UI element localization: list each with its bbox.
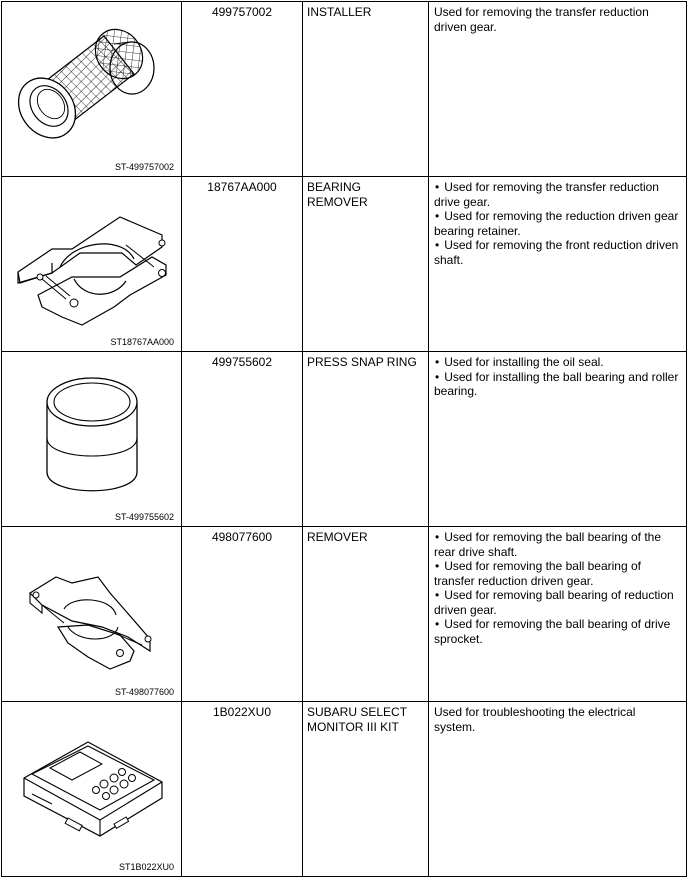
part-number: 18767AA000 <box>182 177 303 352</box>
table-row <box>2 527 687 702</box>
tool-description <box>429 527 687 702</box>
tool-description <box>429 352 687 527</box>
tool-description <box>429 2 687 177</box>
part-number: 498077600 <box>182 527 303 702</box>
tool-name: REMOVER <box>303 527 429 702</box>
tool-image-cell <box>2 177 182 352</box>
special-tools-table <box>1 1 687 877</box>
tool-name: PRESS SNAP RING <box>303 352 429 527</box>
description-bullet: • Used for removing the front reduction driven shaft. <box>434 238 680 267</box>
tool-name: BEARING REMOVER <box>303 177 429 352</box>
part-number: 1B022XU0 <box>182 702 303 877</box>
description-bullet: • Used for installing the oil seal. <box>434 355 680 370</box>
press-snap-ring-icon <box>2 352 181 526</box>
table-row <box>2 177 687 352</box>
description-bullet: • Used for removing the transfer reduction drive gear. <box>434 180 680 209</box>
tool-description <box>429 177 687 352</box>
tool-image-cell <box>2 527 182 702</box>
select-monitor-icon <box>2 702 181 876</box>
installer-icon <box>2 2 181 176</box>
tool-image-caption: ST-499755602 <box>114 511 174 522</box>
tool-image-caption: ST1B022XU0 <box>118 861 174 872</box>
part-number: 499755602 <box>182 352 303 527</box>
description-bullet: • Used for removing the ball bearing of drive sprocket. <box>434 617 680 646</box>
description-line: Used for removing the transfer reduction driven gear. <box>434 5 649 34</box>
part-number: 499757002 <box>182 2 303 177</box>
tool-image-cell <box>2 352 182 527</box>
tool-image-caption: ST18767AA000 <box>110 336 174 347</box>
table-row <box>2 352 687 527</box>
tool-name: INSTALLER <box>303 2 429 177</box>
table-row <box>2 702 687 877</box>
description-bullet: • Used for removing ball bearing of reduction driven gear. <box>434 588 680 617</box>
description-bullet: • Used for removing the reduction driven gear bearing retainer. <box>434 209 680 238</box>
remover-icon <box>2 527 181 701</box>
tool-name: SUBARU SELECT MONITOR III KIT <box>303 702 429 877</box>
table-row <box>2 2 687 177</box>
tool-image-caption: ST-498077600 <box>114 686 174 697</box>
tool-description <box>429 702 687 877</box>
bearing-remover-icon <box>2 177 181 351</box>
description-line: Used for troubleshooting the electrical system. <box>434 705 636 734</box>
tool-image-cell <box>2 702 182 877</box>
description-bullet: • Used for removing the ball bearing of transfer reduction driven gear. <box>434 559 680 588</box>
tool-image-cell <box>2 2 182 177</box>
description-bullet: • Used for installing the ball bearing and roller bearing. <box>434 370 680 399</box>
description-bullet: • Used for removing the ball bearing of the rear drive shaft. <box>434 530 680 559</box>
tool-image-caption: ST-499757002 <box>114 161 174 172</box>
